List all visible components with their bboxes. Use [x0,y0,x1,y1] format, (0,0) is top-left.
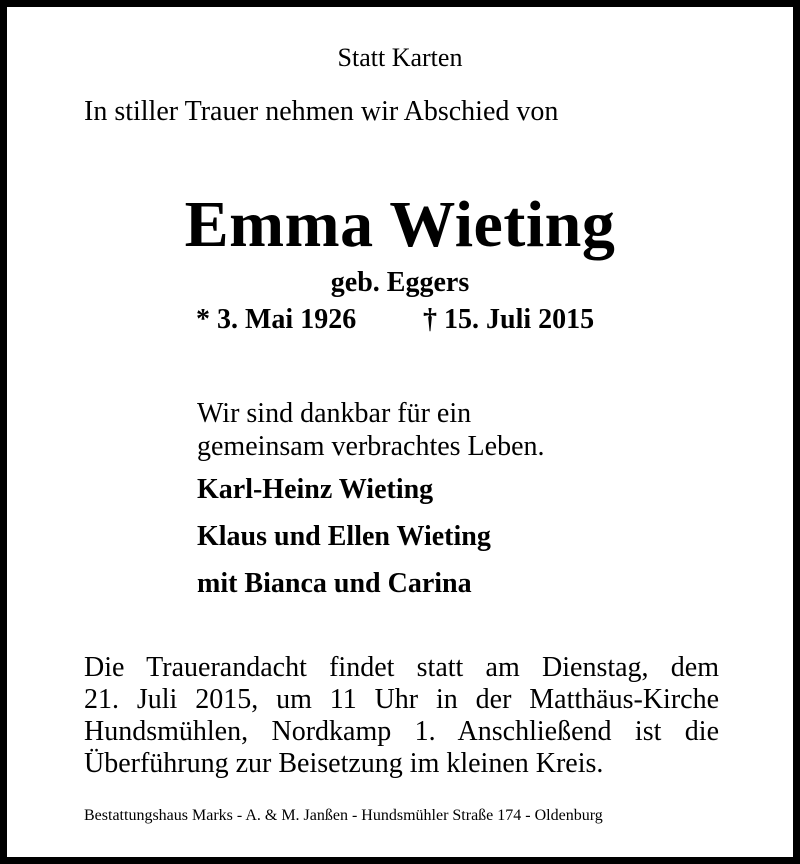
service-details [84,652,719,780]
service-line: Hundsmühlen, Nordkamp 1. Anschließend ist die [84,716,719,747]
service-line: Die Trauerandacht findet statt am Dienstag, dem [84,652,719,683]
mourner-name: Klaus und Ellen Wieting [197,521,491,552]
service-line: 21. Juli 2015, um 11 Uhr in der Matthäus-Kirche [84,684,719,715]
service-line: Überführung zur Beisetzung im kleinen Kreis. [84,748,604,779]
mourner-name: mit Bianca und Carina [197,568,472,599]
thanks-line: gemeinsam verbrachtes Leben. [197,431,545,462]
death-date: † 15. Juli 2015 [423,304,595,335]
deceased-name: Emma Wieting [184,188,616,261]
mourner-name: Karl-Heinz Wieting [197,474,434,505]
intro-text: In stiller Trauer nehmen wir Abschied von [84,96,559,127]
thanks-text [197,397,545,463]
maiden-name: geb. Eggers [330,267,470,298]
funeral-home-footer: Bestattungshaus Marks - A. & M. Janßen - Hundsmühler Straße 174 - Oldenburg [84,807,603,824]
thanks-line: Wir sind dankbar für ein [197,398,472,429]
notice-header: Statt Karten [337,43,463,72]
birth-date: * 3. Mai 1926 [196,304,357,335]
